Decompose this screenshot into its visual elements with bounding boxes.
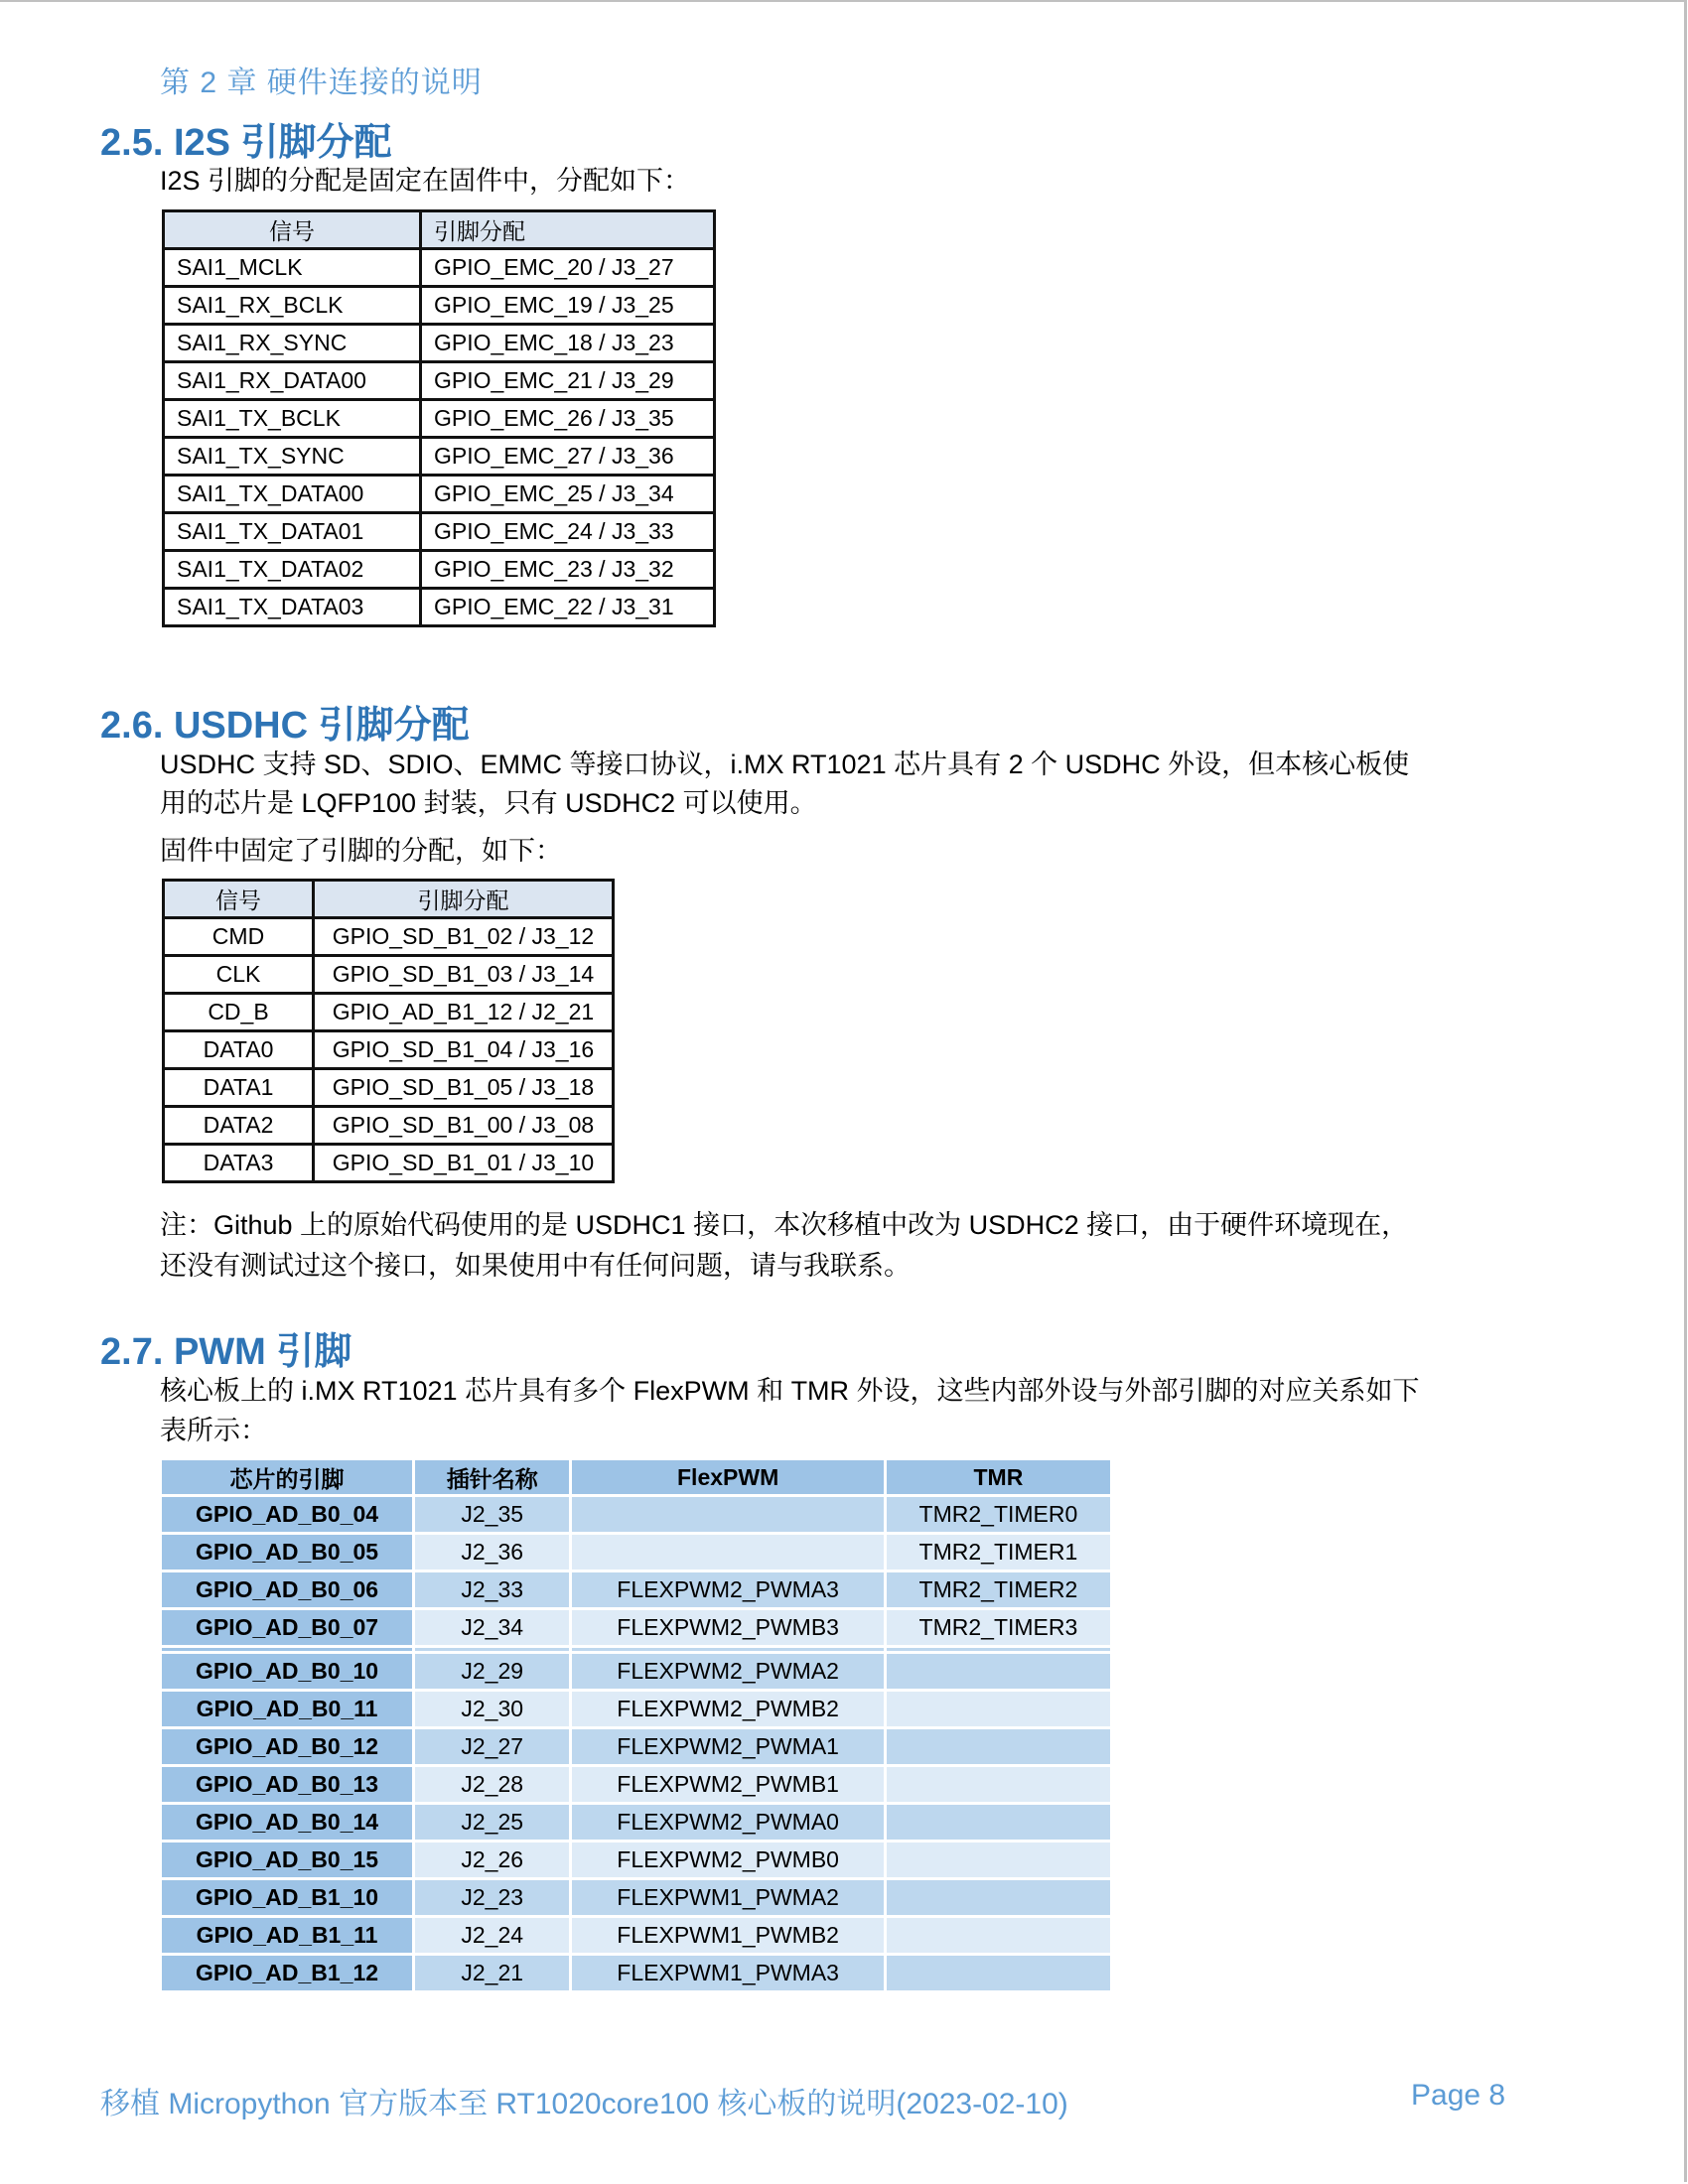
usdhc-intro-line-2: 用的芯片是 LQFP100 封装，只有 USDHC2 可以使用。 <box>160 788 817 818</box>
pin-assignment-cell: GPIO_EMC_27 / J3_36 <box>421 438 715 476</box>
i2s-pin-table <box>162 209 716 627</box>
chip-pin-cell: GPIO_AD_B0_14 <box>162 1805 412 1840</box>
pin-assignment-cell: GPIO_SD_B1_02 / J3_12 <box>314 918 614 956</box>
table-row <box>162 1805 1110 1840</box>
chapter-header: 第 2 章 硬件连接的说明 <box>160 67 483 99</box>
header-tmr: TMR <box>887 1460 1110 1494</box>
signal-cell: DATA2 <box>164 1107 314 1145</box>
table-row <box>162 1692 1110 1726</box>
chip-pin-cell: GPIO_AD_B0_13 <box>162 1767 412 1802</box>
table-row <box>164 1107 614 1145</box>
table-row <box>164 362 715 400</box>
flexpwm-cell: FLEXPWM2_PWMB3 <box>572 1610 883 1645</box>
header-pin-cell: J2_34 <box>415 1610 569 1645</box>
signal-cell: DATA1 <box>164 1069 314 1107</box>
header-pin-cell: J2_35 <box>415 1497 569 1532</box>
header-pin-cell: J2_30 <box>415 1692 569 1726</box>
usdhc-pin-table <box>162 879 615 1183</box>
signal-cell: DATA3 <box>164 1145 314 1182</box>
section-heading-pwm: 2.7. PWM 引脚 <box>100 1331 352 1373</box>
pin-assignment-cell: GPIO_EMC_23 / J3_32 <box>421 551 715 589</box>
pwm-intro-line-1: 核心板上的 i.MX RT1021 芯片具有多个 FlexPWM 和 TMR 外设，这些内部外设与外部引脚的对应关系如下 <box>160 1376 1420 1406</box>
signal-cell: CLK <box>164 956 314 994</box>
separator-cell <box>162 1648 412 1651</box>
signal-cell: CD_B <box>164 994 314 1031</box>
header-pin-assignment: 引脚分配 <box>421 211 715 249</box>
section-heading-i2s: 2.5. I2S 引脚分配 <box>100 122 392 164</box>
table-row <box>162 1497 1110 1532</box>
signal-cell: SAI1_RX_BCLK <box>164 287 421 325</box>
header-pin-cell: J2_25 <box>415 1805 569 1840</box>
header-signal: 信号 <box>164 881 314 918</box>
tmr-cell <box>887 1654 1110 1689</box>
header-chip-pin: 芯片的引脚 <box>162 1460 412 1494</box>
footer-title: 移植 Micropython 官方版本至 RT1020core100 核心板的说明(2023-02-10) <box>100 2088 1068 2120</box>
pin-assignment-cell: GPIO_EMC_22 / J3_31 <box>421 589 715 626</box>
chip-pin-cell: GPIO_AD_B0_11 <box>162 1692 412 1726</box>
separator-cell <box>572 1648 883 1651</box>
pin-assignment-cell: GPIO_SD_B1_01 / J3_10 <box>314 1145 614 1182</box>
table-row <box>162 1729 1110 1764</box>
header-signal: 信号 <box>164 211 421 249</box>
table-row <box>162 1572 1110 1607</box>
header-pin-cell: J2_33 <box>415 1572 569 1607</box>
table-row <box>164 287 715 325</box>
signal-cell: SAI1_RX_DATA00 <box>164 362 421 400</box>
table-row <box>164 956 614 994</box>
signal-cell: SAI1_RX_SYNC <box>164 325 421 362</box>
usdhc-note-line-1: 注：Github 上的原始代码使用的是 USDHC1 接口，本次移植中改为 USDHC2 接口，由于硬件环境现在， <box>160 1210 1409 1240</box>
footer-page-number: Page 8 <box>1411 2079 1506 2112</box>
tmr-cell: TMR2_TIMER1 <box>887 1535 1110 1570</box>
chip-pin-cell: GPIO_AD_B0_04 <box>162 1497 412 1532</box>
signal-cell: DATA0 <box>164 1031 314 1069</box>
flexpwm-cell: FLEXPWM1_PWMA2 <box>572 1880 883 1915</box>
pin-assignment-cell: GPIO_SD_B1_04 / J3_16 <box>314 1031 614 1069</box>
chip-pin-cell: GPIO_AD_B0_10 <box>162 1654 412 1689</box>
chip-pin-cell: GPIO_AD_B1_11 <box>162 1918 412 1953</box>
tmr-cell: TMR2_TIMER2 <box>887 1572 1110 1607</box>
pin-assignment-cell: GPIO_EMC_24 / J3_33 <box>421 513 715 551</box>
table-row <box>164 1031 614 1069</box>
header-pin-assignment: 引脚分配 <box>314 881 614 918</box>
signal-cell: SAI1_TX_DATA02 <box>164 551 421 589</box>
pin-assignment-cell: GPIO_EMC_18 / J3_23 <box>421 325 715 362</box>
table-row <box>164 589 715 626</box>
table-row <box>164 994 614 1031</box>
usdhc-note-line-2: 还没有测试过这个接口，如果使用中有任何问题，请与我联系。 <box>160 1251 911 1281</box>
table-row <box>164 325 715 362</box>
signal-cell: CMD <box>164 918 314 956</box>
table-row <box>164 918 614 956</box>
table-row <box>162 1654 1110 1689</box>
pin-assignment-cell: GPIO_EMC_26 / J3_35 <box>421 400 715 438</box>
flexpwm-cell <box>572 1497 883 1532</box>
flexpwm-cell: FLEXPWM2_PWMB0 <box>572 1843 883 1877</box>
pin-assignment-cell: GPIO_EMC_21 / J3_29 <box>421 362 715 400</box>
table-row <box>164 400 715 438</box>
header-pin-cell: J2_27 <box>415 1729 569 1764</box>
signal-cell: SAI1_TX_DATA00 <box>164 476 421 513</box>
table-row <box>162 1767 1110 1802</box>
header-pin-cell: J2_26 <box>415 1843 569 1877</box>
header-pin-cell: J2_28 <box>415 1767 569 1802</box>
table-row <box>162 1535 1110 1570</box>
chip-pin-cell: GPIO_AD_B1_12 <box>162 1956 412 1990</box>
header-header-pin: 插针名称 <box>415 1460 569 1494</box>
table-separator-row <box>162 1648 1110 1651</box>
pin-assignment-cell: GPIO_SD_B1_05 / J3_18 <box>314 1069 614 1107</box>
section-heading-usdhc: 2.6. USDHC 引脚分配 <box>100 705 470 747</box>
signal-cell: SAI1_TX_BCLK <box>164 400 421 438</box>
chip-pin-cell: GPIO_AD_B0_15 <box>162 1843 412 1877</box>
header-pin-cell: J2_36 <box>415 1535 569 1570</box>
pin-assignment-cell: GPIO_AD_B1_12 / J2_21 <box>314 994 614 1031</box>
tmr-cell <box>887 1880 1110 1915</box>
flexpwm-cell: FLEXPWM1_PWMA3 <box>572 1956 883 1990</box>
pin-assignment-cell: GPIO_EMC_19 / J3_25 <box>421 287 715 325</box>
tmr-cell <box>887 1918 1110 1953</box>
flexpwm-cell: FLEXPWM2_PWMB1 <box>572 1767 883 1802</box>
chip-pin-cell: GPIO_AD_B0_12 <box>162 1729 412 1764</box>
flexpwm-cell: FLEXPWM2_PWMA0 <box>572 1805 883 1840</box>
header-pin-cell: J2_23 <box>415 1880 569 1915</box>
signal-cell: SAI1_MCLK <box>164 249 421 287</box>
table-row <box>164 1145 614 1182</box>
flexpwm-cell: FLEXPWM1_PWMB2 <box>572 1918 883 1953</box>
chip-pin-cell: GPIO_AD_B0_07 <box>162 1610 412 1645</box>
flexpwm-cell: FLEXPWM2_PWMB2 <box>572 1692 883 1726</box>
header-pin-cell: J2_29 <box>415 1654 569 1689</box>
separator-cell <box>887 1648 1110 1651</box>
table-row <box>164 438 715 476</box>
flexpwm-cell: FLEXPWM2_PWMA3 <box>572 1572 883 1607</box>
table-row <box>162 1956 1110 1990</box>
tmr-cell <box>887 1843 1110 1877</box>
usdhc-intro-line-1: USDHC 支持 SD、SDIO、EMMC 等接口协议，i.MX RT1021 芯片具有 2 个 USDHC 外设，但本核心板使 <box>160 750 1410 779</box>
header-pin-cell: J2_21 <box>415 1956 569 1990</box>
header-pin-cell: J2_24 <box>415 1918 569 1953</box>
table-row <box>162 1880 1110 1915</box>
table-header-row <box>164 211 715 249</box>
tmr-cell <box>887 1805 1110 1840</box>
signal-cell: SAI1_TX_DATA03 <box>164 589 421 626</box>
table-row <box>164 249 715 287</box>
table-header-row <box>164 881 614 918</box>
usdhc-intro-2: 固件中固定了引脚的分配，如下： <box>160 836 562 866</box>
table-header-row <box>162 1460 1110 1494</box>
i2s-intro: I2S 引脚的分配是固定在固件中，分配如下： <box>160 166 691 196</box>
tmr-cell <box>887 1692 1110 1726</box>
tmr-cell <box>887 1956 1110 1990</box>
chip-pin-cell: GPIO_AD_B0_05 <box>162 1535 412 1570</box>
tmr-cell: TMR2_TIMER3 <box>887 1610 1110 1645</box>
table-row <box>162 1918 1110 1953</box>
pwm-intro-line-2: 表所示： <box>160 1416 267 1445</box>
flexpwm-cell <box>572 1535 883 1570</box>
table-row <box>164 513 715 551</box>
table-row <box>162 1843 1110 1877</box>
separator-cell <box>415 1648 569 1651</box>
flexpwm-cell: FLEXPWM2_PWMA2 <box>572 1654 883 1689</box>
table-row <box>164 476 715 513</box>
pin-assignment-cell: GPIO_SD_B1_03 / J3_14 <box>314 956 614 994</box>
table-row <box>162 1610 1110 1645</box>
header-flexpwm: FlexPWM <box>572 1460 883 1494</box>
pwm-pin-table <box>159 1457 1113 1993</box>
pin-assignment-cell: GPIO_EMC_25 / J3_34 <box>421 476 715 513</box>
pin-assignment-cell: GPIO_SD_B1_00 / J3_08 <box>314 1107 614 1145</box>
flexpwm-cell: FLEXPWM2_PWMA1 <box>572 1729 883 1764</box>
tmr-cell <box>887 1729 1110 1764</box>
tmr-cell: TMR2_TIMER0 <box>887 1497 1110 1532</box>
pin-assignment-cell: GPIO_EMC_20 / J3_27 <box>421 249 715 287</box>
table-row <box>164 1069 614 1107</box>
table-row <box>164 551 715 589</box>
tmr-cell <box>887 1767 1110 1802</box>
chip-pin-cell: GPIO_AD_B1_10 <box>162 1880 412 1915</box>
signal-cell: SAI1_TX_DATA01 <box>164 513 421 551</box>
signal-cell: SAI1_TX_SYNC <box>164 438 421 476</box>
chip-pin-cell: GPIO_AD_B0_06 <box>162 1572 412 1607</box>
